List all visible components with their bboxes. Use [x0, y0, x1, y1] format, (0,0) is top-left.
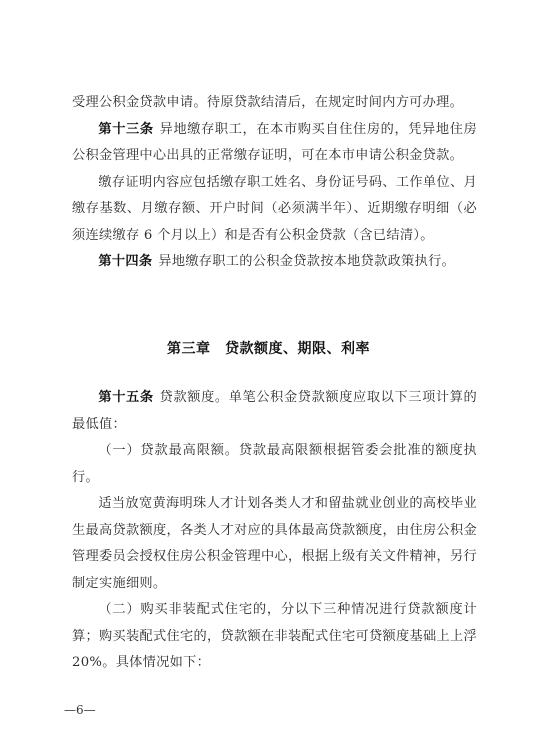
paragraph-certificate-content: 缴存证明内容应包括缴存职工姓名、身份证号码、工作单位、月缴存基数、月缴存额、开户时间（必须满半年）、近期缴存明细（必须连续缴存 6 个月以上）和是否有公积金贷款（含已结清）。: [72, 174, 477, 243]
item-2: （二）购买非装配式住宅的，分以下三种情况进行贷款额度计算；购买装配式住宅的，贷款额在非装配式住宅可贷额度基础上上浮 20%。具体情况如下：: [72, 602, 477, 670]
article-13-text: 异地缴存职工，在本市购买自住住房的，凭异地住房公积金管理中心出具的正常缴存证明，可在本市申请公积金贷款。: [72, 121, 477, 163]
article-14-number: 第十四条: [98, 254, 153, 269]
page-number: —6—: [64, 703, 96, 717]
item-1: （一）贷款最高限额。贷款最高限额根据管委会批准的额度执行。: [72, 443, 477, 485]
article-15-text: 贷款额度。单笔公积金贷款额度应取以下三项计算的最低值：: [72, 390, 477, 432]
text-block-lower: [72, 385, 477, 677]
article-15: [72, 385, 477, 438]
paragraph-continuation: 受理公积金贷款申请。待原贷款结清后，在规定时间内方可办理。: [72, 95, 464, 110]
article-15-number: 第十五条: [98, 390, 154, 405]
chapter-title: 第三章 贷款额度、期限、利率: [167, 341, 370, 357]
article-14: [72, 249, 477, 276]
article-13-number: 第十三条: [98, 121, 154, 137]
text-block-upper: [72, 90, 477, 276]
paragraph-talent-policy: 适当放宽黄海明珠人才计划各类人才和留盐就业创业的高校毕业生最高贷款额度，各类人才对应的具体最高贷款额度，由住房公积金管理委员会授权住房公积金管理中心，根据上级有关文件精神，另行制定实施细则。: [72, 496, 477, 591]
article-13: [72, 117, 477, 170]
article-14-text: 异地缴存职工的公积金贷款按本地贷款政策执行。: [158, 254, 456, 269]
